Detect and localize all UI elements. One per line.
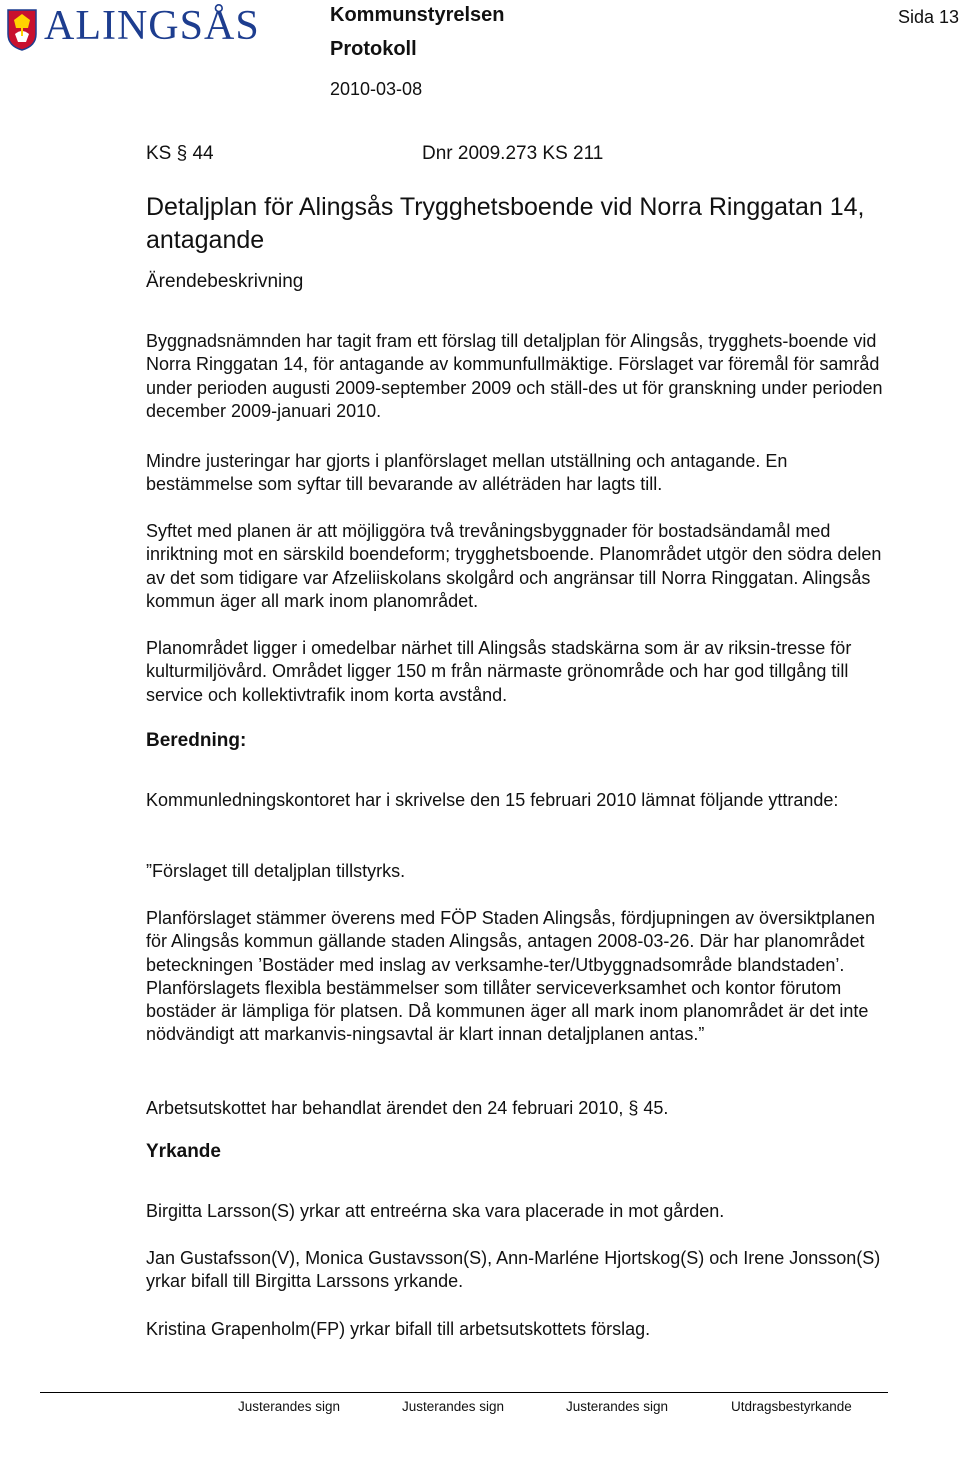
paragraph: Arbetsutskottet har behandlat ärendet den 24 februari 2010, § 45.	[146, 1098, 669, 1118]
section-heading-arendebeskrivning: Ärendebeskrivning	[146, 271, 304, 292]
paragraph: Mindre justeringar har gjorts i planförslaget mellan utställning och antagande. En bestämmelse som syftar till bevarande av alléträden har lagts till.	[146, 451, 788, 495]
header-subtitle: Protokoll	[330, 38, 417, 60]
paragraph: Byggnadsnämnden har tagit fram ett förslag till detaljplan för Alingsås, trygghets-boende vid Norra Ringgatan 14, för antagande av kommunfullmäktige. Förslaget var föremål för samråd under perioden augusti 2009-september 2009 och ställ-des ut för granskning under perioden december 2009-januari 2010.	[146, 331, 883, 421]
paragraph: Birgitta Larsson(S) yrkar att entreérna ska vara placerade in mot gården.	[146, 1201, 725, 1221]
paragraph-number: KS § 44	[146, 143, 214, 164]
section-heading-beredning: Beredning:	[146, 730, 247, 751]
header-title: Kommunstyrelsen	[330, 4, 505, 26]
paragraph: Planområdet ligger i omedelbar närhet till Alingsås stadskärna som är av riksin-tresse för kulturmiljövård. Området ligger 150 m från närmaste grönområde och har god tillgång till service och kollektivtrafik inom korta avstånd.	[146, 638, 852, 705]
extract-certification-label: Utdragsbestyrkande	[731, 1399, 852, 1414]
quote-paragraph: ”Förslaget till detaljplan tillstyrks.	[146, 861, 406, 881]
footer-rule	[40, 1392, 888, 1393]
municipality-logo	[0, 0, 262, 64]
paragraph: Syftet med planen är att möjliggöra två trevåningsbyggnader för bostadsändamål med inriktning mot en särskild boendeform; trygghetsboende. Planområdet utgör den södra delen av det som tidigare var Afzeliiskolans skolgård och angränsar till Norra Ringgatan. Alingsås kommun äger all mark inom planområdet.	[146, 521, 882, 611]
page-number: Sida 13	[898, 7, 960, 27]
case-number: Dnr 2009.273 KS 211	[422, 143, 604, 164]
signature-field-label: Justerandes sign	[238, 1399, 341, 1414]
document-title: Detaljplan för Alingsås Trygghetsboende vid Norra Ringgatan 14, antagande	[146, 193, 865, 254]
logo-wordmark: ALINGSÅS	[44, 3, 260, 49]
signature-field-label: Justerandes sign	[402, 1399, 505, 1414]
section-heading-yrkande: Yrkande	[146, 1141, 221, 1162]
signature-field-label: Justerandes sign	[566, 1399, 669, 1414]
paragraph: Kristina Grapenholm(FP) yrkar bifall till arbetsutskottets förslag.	[146, 1319, 651, 1339]
coat-of-arms-icon	[6, 8, 38, 52]
paragraph: Jan Gustafsson(V), Monica Gustavsson(S), Ann-Marléne Hjortskog(S) och Irene Jonsson(S) yrkar bifall till Birgitta Larssons yrkande.	[146, 1248, 881, 1292]
paragraph: Kommunledningskontoret har i skrivelse den 15 februari 2010 lämnat följande yttrande:	[146, 790, 839, 810]
header-date: 2010-03-08	[330, 79, 423, 99]
quote-paragraph: Planförslaget stämmer överens med FÖP Staden Alingsås, fördjupningen av översiktplanen för Alingsås kommun gällande staden Alingsås, antagen 2008-03-26. Där har planområdet beteckningen ’Bostäder med inslag av verksamhe-ter/Utbyggnadsområde blandstaden’. Planförslagets flexibla bestämmelser som tillåter serviceverksamhet och kontor förutom bostäder är lämpliga för platsen. Då kommunen äger all mark inom planområdet är det inte nödvändigt att markanvis-ningsavtal är klart innan detaljplanen antas.”	[146, 908, 876, 1045]
